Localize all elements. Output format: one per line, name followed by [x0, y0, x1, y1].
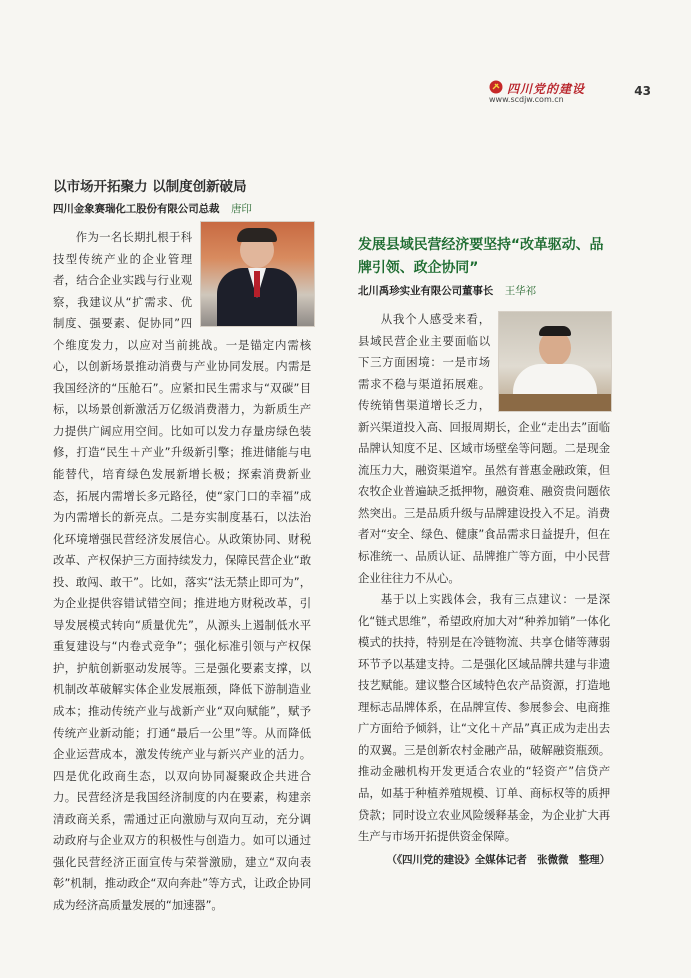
page-header	[461, 80, 651, 110]
reporter-credit: （《四川党的建设》全媒体记者 张微微 整理）	[386, 853, 610, 866]
website-url: www.scdjw.com.cn	[489, 95, 564, 104]
photo-tie	[254, 271, 260, 297]
article1-byline	[53, 198, 311, 220]
article1-author-org: 四川金象赛瑞化工股份有限公司总裁	[53, 203, 220, 215]
article2-title: 发展县域民营经济要坚持“改革驱动、品牌引领、政企协同”	[358, 237, 604, 276]
right-column	[358, 168, 610, 871]
article2-author-org: 北川禹珍实业有限公司董事长	[358, 285, 494, 297]
continued-text-spacer	[358, 168, 610, 234]
article2-paragraph: 从我个人感受来看，县域民营企业主要面临以下三方面困境：一是市场需求不稳与渠道拓展难。传统销售渠道增长乏力，新兴渠道投入高、回报周期长，企业“走出去”面临品牌认知度不足、区域市场壁垒等问题。二是现金流压力大，融资渠道窄。虽然有普惠金融政策，但农牧企业普遍缺乏抵押物，融资难、融资贵问题依然突出。三是品质升级与品牌建设投入不足。消费者对“安全、绿色、健康”食品需求日益提升，但在标准统一、品质认证、品牌推广等方面，中小民营企业往往力不从心。	[358, 312, 610, 585]
left-column	[53, 176, 311, 917]
article2-paragraph: 基于以上实践体会，我有三点建议：一是深化“链式思维”，希望政府加大对“种养加销”一体化模式的扶持，特别是在冷链物流、共享仓储等薄弱环节予以基建支持。二是强化区域品牌共建与非遗技艺赋能。建议整合区域特色农产品资源，打造地理标志品牌体系，在品牌宣传、参展参会、电商推广方面给予倾斜，让“文化＋产品”真正成为走出去的双翼。三是创新农村金融产品，破解融资瓶颈。推动金融机构开发更适合农业的“轻资产”信贷产品，如基于种植养殖规模、订单、商标权等的质押贷款；同时设立农业风险缓释基金，为企业扩大再生产与市场开拓提供资金保障。	[358, 592, 610, 844]
portrait-photo-tang	[200, 221, 315, 327]
portrait-photo-wang	[498, 311, 612, 412]
photo-table	[499, 394, 611, 411]
page-number: 43	[634, 84, 651, 98]
photo-hair	[539, 326, 571, 336]
photo-hair	[237, 228, 277, 242]
article1-author-name: 唐印	[230, 203, 252, 215]
article2-byline	[358, 280, 610, 302]
article1-title: 以市场开拓聚力 以制度创新破局	[53, 179, 247, 195]
article1-paragraph: 作为一名长期扎根于科技型传统产业的企业管理者，结合企业实践与行业观察，我建议从“扩需求、优制度、强要素、促协同”四个维度发力，以应对当前挑战。一是锚定内需核心，以创新场景推动消费与产业协同发展。内需是我国经济的“压舱石”。应紧扣民生需求与“双碳”目标，以场景创新激活万亿级消费潜力，为新质生产力提供广阔应用空间。比如可以发力存量房绿色装修，打造“民生＋产业”升级新引擎；推进储能与电能替代，培育绿色发展新增长极；探索消费新业态，拓展内需增长多元路径，使“家门口的幸福”成为内需增长的新亮点。二是夯实制度基石，以法治化环境增强民营经济发展信心。从政策协同、财税改革、产权保护三方面持续发力，保障民营企业“敢投、敢闯、敢干”。比如，落实“法无禁止即可为”，为企业提供容错试错空间；推进地方财税改革，引导发展模式转向“质量优先”，从源头上遏制低水平重复建设与“内卷式竞争”；强化标准引领与产权保护，护航创新驱动发展等。三是强化要素支撑，以机制改革破解实体企业发展瓶颈，降低下游制造业成本；推动传统产业与战新产业“双向赋能”，赋予传统产业新动能；打通“最后一公里”等。从而降低企业运营成本，激发传统产业与新兴产业的活力。四是优化政商生态，以双向协同凝聚政企共进合力。民营经济是我国经济制度的内在要素，构建亲清政商关系，需通过正向激励与双向互动，充分调动政府与企业双方的积极性与创造力。如可以通过强化民营经济正面宣传与荣誉激励，建立“双向表彰”机制，推动政企“双向奔赴”等方式，让政企协同成为经济高质量发展的“加速器”。	[53, 230, 311, 912]
article2-author-name: 王华祁	[504, 285, 536, 297]
magazine-logo: 四川党的建设	[507, 82, 586, 96]
party-emblem-icon	[489, 80, 503, 94]
